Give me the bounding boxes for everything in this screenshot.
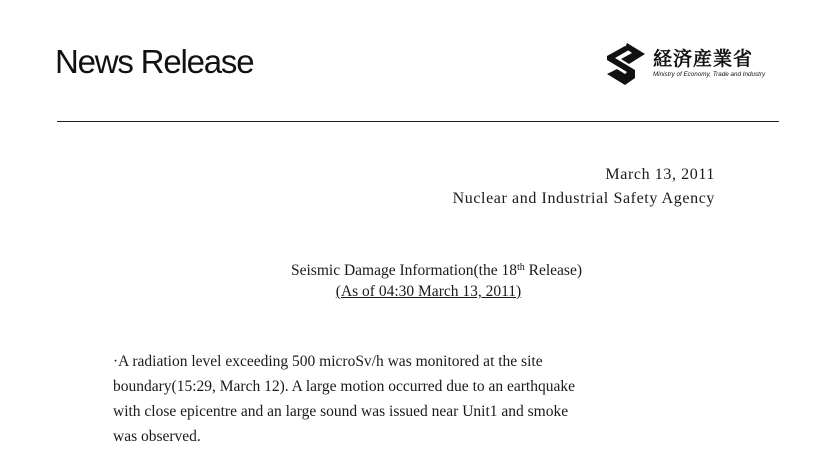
body-paragraph <box>113 349 713 449</box>
body-line: was observed. <box>113 428 201 445</box>
logo-kanji: 経済産業省 <box>653 48 754 70</box>
document-title-prefix: Seismic Damage Information(the 18 <box>291 262 517 279</box>
meti-logo-icon <box>605 42 647 86</box>
body-line: ·A radiation level exceeding 500 microSv/h was monitored at the site <box>113 353 543 370</box>
document-title <box>0 262 817 280</box>
logo-subtitle: Ministry of Economy, Trade and Industry <box>653 71 766 78</box>
document-title-sup: th <box>516 262 525 273</box>
agency-name: Nuclear and Industrial Safety Agency <box>452 190 715 207</box>
header-divider <box>57 121 779 122</box>
as-of-text: (As of 04:30 March 13, 2011) <box>335 283 522 300</box>
meti-logo <box>605 42 765 86</box>
body-line: boundary(15:29, March 12). A large motion occurred due to an earthquake <box>113 378 575 395</box>
release-date: March 13, 2011 <box>605 166 715 183</box>
document-title-suffix: Release) <box>524 262 582 279</box>
body-line: with close epicentre and an large sound was issued near Unit1 and smoke <box>113 403 569 420</box>
page-title: News Release <box>55 43 254 80</box>
document-as-of <box>0 283 817 301</box>
